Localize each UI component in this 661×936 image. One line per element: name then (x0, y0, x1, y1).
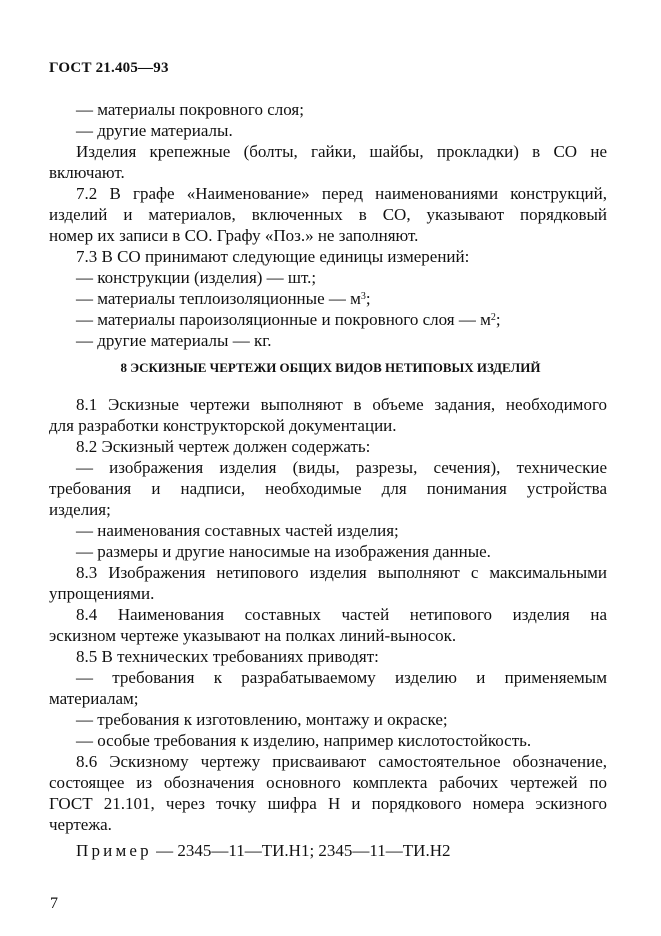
text-line: для разработки конструкторской документации. (49, 416, 397, 435)
unit-punct: ; (365, 289, 371, 308)
text-line: — конструкции (изделия) — шт.; (76, 268, 317, 287)
text-line: номер их записи в СО. Графу «Поз.» не заполняют. (49, 226, 419, 245)
text-line: 8.6 Эскизному чертежу присваивают самостоятельное обозначение, (76, 752, 607, 771)
text-line: — особые требования к изделию, например кислотостойкость. (76, 731, 532, 750)
text-line: упрощениями. (49, 584, 155, 603)
section-8-title: 8 ЭСКИЗНЫЕ ЧЕРТЕЖИ ОБЩИХ ВИДОВ НЕТИПОВЫХ ИЗДЕЛИЙ (120, 360, 541, 375)
text-line: — наименования составных частей изделия; (76, 521, 399, 540)
text-line: ГОСТ 21.101, через точку шифра Н и порядкового номера эскизного (49, 794, 607, 813)
text-line: Изделия крепежные (болты, гайки, шайбы, прокладки) в СО не (76, 142, 607, 161)
text-line: 8.4 Наименования составных частей нетипового изделия на (76, 605, 607, 624)
text-line: — другие материалы. (76, 121, 233, 140)
text-line: эскизном чертеже указывают на полках линий-выносок. (49, 626, 457, 645)
unit-punct: ; (495, 310, 501, 329)
exponent-3: 3 (360, 291, 366, 302)
text-line: 8.5 В технических требованиях приводят: (76, 647, 379, 666)
text-line: состоящее из обозначения основного комплекта рабочих чертежей по (49, 773, 607, 792)
text-line: — изображения изделия (виды, разрезы, сечения), технические (76, 458, 607, 477)
text-line-unit-m3 (76, 289, 371, 309)
document-header: ГОСТ 21.405—93 (49, 60, 169, 76)
text-line: изделия; (49, 500, 111, 519)
text-line: чертежа. (49, 815, 112, 834)
text-line: изделий и материалов, включенных в СО, указывают порядковый (49, 205, 607, 224)
page-number: 7 (50, 895, 58, 912)
text-line: — требования к изготовлению, монтажу и окраске; (76, 710, 448, 729)
example-label: Пример (76, 841, 152, 860)
text-line: — материалы покровного слоя; (76, 100, 304, 119)
text-line: требования и надписи, необходимые для понимания устройства (49, 479, 607, 498)
text-line: 7.3 В СО принимают следующие единицы измерений: (76, 247, 470, 266)
text-line: включают. (49, 163, 125, 182)
text-line: 8.2 Эскизный чертеж должен содержать: (76, 437, 371, 456)
example-text: — 2345—11—ТИ.Н1; 2345—11—ТИ.Н2 (151, 841, 451, 860)
example-line (76, 841, 450, 861)
exponent-2: 2 (490, 312, 496, 323)
text-line: — требования к разрабатываемому изделию и применяемым (76, 668, 607, 687)
text-line: 8.3 Изображения нетипового изделия выполняют с максимальными (76, 563, 607, 582)
unit-label: — материалы пароизоляционные и покровного слоя — м (76, 310, 491, 329)
unit-label: — материалы теплоизоляционные — м (76, 289, 361, 308)
text-line: 7.2 В графе «Наименование» перед наименованиями конструкций, (76, 184, 607, 203)
text-line: материалам; (49, 689, 139, 708)
text-line: 8.1 Эскизные чертежи выполняют в объеме задания, необходимого (76, 395, 607, 414)
text-line-unit-m2 (76, 310, 501, 330)
text-line: — размеры и другие наносимые на изображения данные. (76, 542, 491, 561)
text-line: — другие материалы — кг. (76, 331, 272, 350)
